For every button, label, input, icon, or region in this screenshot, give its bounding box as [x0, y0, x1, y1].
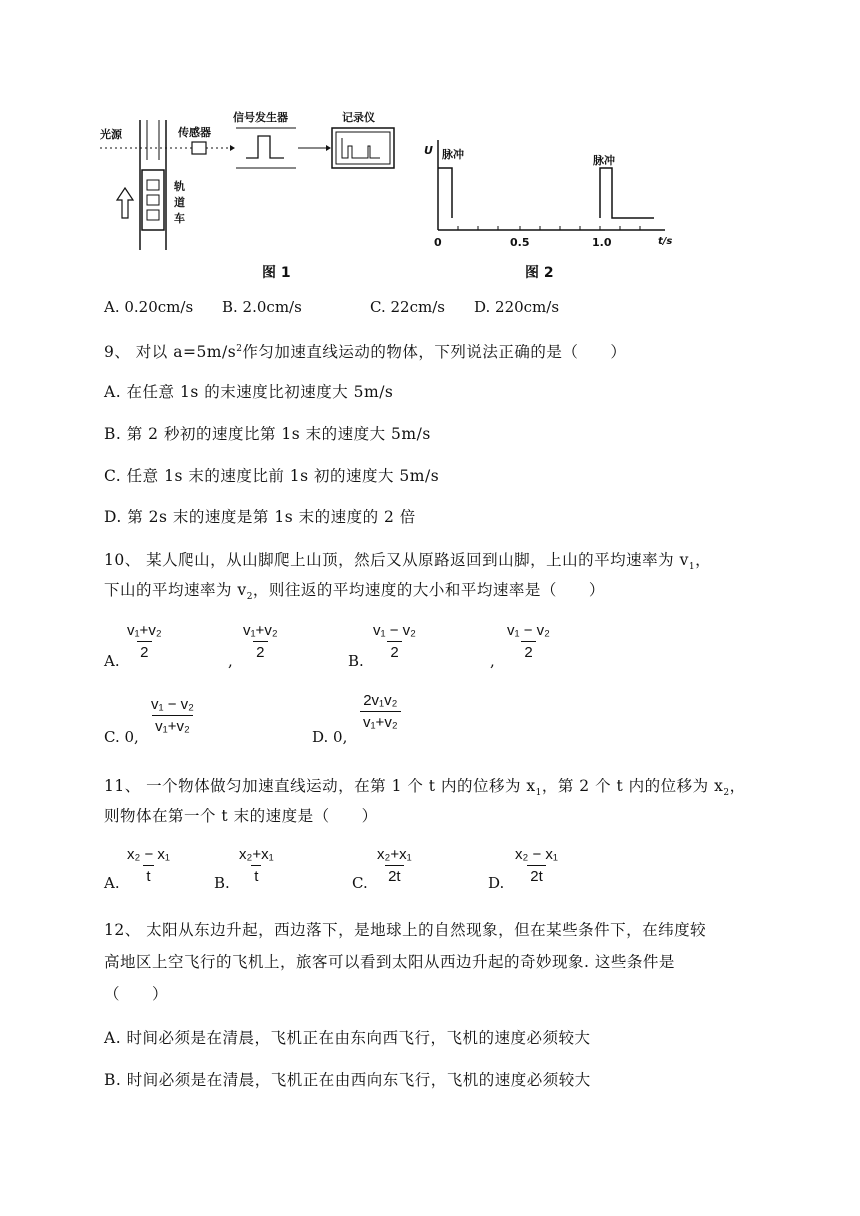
q10-b1-den: 2	[387, 641, 401, 661]
q10-b1-num: v₁ − v₂	[373, 622, 416, 639]
tick-label-0: 0	[434, 236, 442, 249]
figure-2-caption: 图 2	[525, 265, 554, 281]
q8-option-d: D. 220cm/s	[474, 298, 560, 316]
q11-option-c-label: C.	[352, 874, 368, 892]
q9-option-b: B. 第 2 秒初的速度比第 1s 末的速度大 5m/s	[104, 425, 431, 443]
q10-line2-sub: 2	[246, 592, 253, 603]
q10-option-c-label: C. 0,	[104, 728, 139, 746]
q11-option-d-label: D.	[488, 874, 505, 892]
q11-stem-line-1	[104, 774, 746, 798]
q10-option-d-label: D. 0,	[312, 728, 348, 746]
q11-option-b-frac	[236, 846, 277, 885]
q11-option-c-frac	[374, 846, 415, 885]
tick-label-05: 0.5	[510, 236, 530, 249]
q11-option-a-frac	[124, 846, 173, 885]
track-car-label-3: 车	[174, 212, 185, 225]
q11-b-num: x₂+x₁	[239, 846, 274, 863]
y-axis-label: U	[424, 144, 433, 157]
track-car-label-1: 轨	[174, 180, 185, 193]
q10-option-b-comma: ,	[490, 652, 495, 670]
q11-c-den: 2t	[385, 865, 404, 885]
q10-option-b-frac-1	[370, 622, 419, 661]
q8-option-b: B. 2.0cm/s	[222, 298, 302, 316]
q10-a2-den: 2	[253, 641, 267, 661]
q10-c-num: v₁ − v₂	[151, 696, 194, 713]
q11-a-num: x₂ − x₁	[127, 846, 170, 863]
q8-option-c: C. 22cm/s	[370, 298, 445, 316]
q11-option-d-frac	[512, 846, 561, 885]
q11-line1-b: ，第 2 个 t 内的位移为 x	[541, 777, 724, 795]
q10-stem-line-2	[104, 578, 605, 602]
q10-d-den: v₁+v₂	[360, 711, 401, 731]
q11-c-num: x₂+x₁	[377, 846, 412, 863]
track-car-label-2: 道	[174, 196, 185, 209]
q9-option-d: D. 第 2s 末的速度是第 1s 末的速度的 2 倍	[104, 508, 416, 526]
q10-line2-a: 下山的平均速率为 v	[104, 581, 247, 599]
q10-option-a-label: A.	[104, 652, 120, 670]
q10-stem-line-1	[104, 548, 711, 572]
q9-stem-sup: 2	[236, 343, 243, 354]
q9-option-c: C. 任意 1s 末的速度比前 1s 初的速度大 5m/s	[104, 467, 440, 485]
q10-option-a-comma: ,	[228, 652, 233, 670]
q11-option-a-label: A.	[104, 874, 120, 892]
figure-1-caption: 图 1	[262, 265, 291, 281]
q11-line1-sub2: 2	[723, 788, 730, 799]
q10-option-d-frac	[360, 692, 401, 731]
q11-line1-a: 11、 一个物体做匀加速直线运动，在第 1 个 t 内的位移为 x	[104, 777, 536, 795]
q10-b2-num: v₁ − v₂	[507, 622, 550, 639]
q11-d-num: x₂ − x₁	[515, 846, 558, 863]
tick-label-10: 1.0	[592, 236, 612, 249]
figure-2	[420, 128, 680, 258]
q8-option-a: A. 0.20cm/s	[104, 298, 194, 316]
q10-option-b-label: B.	[348, 652, 364, 670]
q10-option-c-frac	[148, 696, 197, 735]
signal-generator-label: 信号发生器	[233, 111, 288, 124]
q10-a1-den: 2	[137, 641, 151, 661]
q10-option-a-frac-2	[240, 622, 281, 661]
q10-a2-num: v₁+v₂	[243, 622, 278, 639]
q10-line1-b: ，	[695, 551, 712, 569]
q10-a1-num: v₁+v₂	[127, 622, 162, 639]
q10-d-num: 2v₁v₂	[363, 692, 398, 709]
figure-1	[100, 100, 410, 285]
q11-b-den: t	[251, 865, 261, 885]
q12-stem-line-1: 12、 太阳从东边升起，西边落下，是地球上的自然现象，但在某些条件下，在纬度较	[104, 921, 707, 939]
light-source-label: 光源	[100, 128, 122, 141]
q10-option-b-frac-2	[504, 622, 553, 661]
q11-d-den: 2t	[527, 865, 546, 885]
q11-line1-sub1: 1	[535, 788, 542, 799]
q12-stem-line-3: （ ）	[104, 985, 169, 1003]
q10-c-den: v₁+v₂	[152, 715, 193, 735]
q11-option-b-label: B.	[214, 874, 230, 892]
q9-option-a: A. 在任意 1s 的末速度比初速度大 5m/s	[104, 383, 394, 401]
q9-stem-part-a: 9、 对以 a=5m/s	[104, 343, 237, 361]
x-axis-label: t/s	[658, 236, 673, 247]
q9-stem	[104, 340, 626, 362]
q9-stem-part-b: 作匀加速直线运动的物体，下列说法正确的是（ ）	[242, 343, 627, 361]
q12-stem-line-2: 高地区上空飞行的飞机上，旅客可以看到太阳从西边升起的奇妙现象. 这些条件是	[104, 953, 675, 971]
q11-a-den: t	[143, 865, 153, 885]
q10-b2-den: 2	[521, 641, 535, 661]
recorder-label: 记录仪	[342, 111, 375, 124]
pulse-label-2: 脉冲	[593, 154, 615, 167]
q12-option-a: A. 时间必须是在清晨，飞机正在由东向西飞行，飞机的速度必须较大	[104, 1029, 591, 1047]
sensor-label: 传感器	[178, 126, 211, 139]
q10-line1-sub: 1	[688, 562, 696, 573]
q10-option-a-frac-1	[124, 622, 165, 661]
q11-stem-line-2: 则物体在第一个 t 末的速度是（ ）	[104, 807, 378, 825]
q11-line1-c: ，	[729, 777, 746, 795]
q10-line2-b: ，则往返的平均速度的大小和平均速率是（ ）	[252, 581, 605, 599]
pulse-label-1: 脉冲	[442, 148, 464, 161]
q10-line1-a: 10、 某人爬山，从山脚爬上山顶，然后又从原路返回到山脚，上山的平均速率为 v	[104, 551, 689, 569]
q12-option-b: B. 时间必须是在清晨，飞机正在由西向东飞行，飞机的速度必须较大	[104, 1071, 591, 1089]
